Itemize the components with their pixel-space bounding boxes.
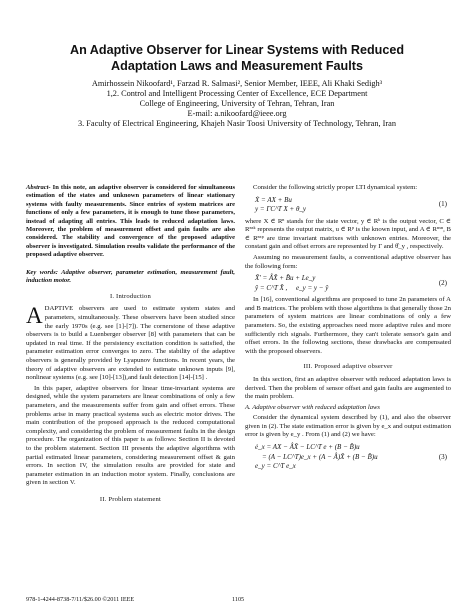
equation-1-number: (1)	[438, 200, 447, 209]
right-paragraph-6: Consider the dynamical system described by (1), and also the observer given in (2). The state estimation error is given by e_x and output estimation error is given by e_y . From (1) and (2) we have:	[245, 414, 451, 439]
paper-title-line-1: An Adaptive Observer for Linear Systems with Reduced	[69, 43, 405, 57]
equation-1-body: Ẋ = AX + Bu y = ΓC^T X + θ_y	[255, 195, 306, 214]
right-paragraph-5: In this section, first an adaptive observer with reduced adaptation laws is derived. Then the problem of sensor offset and gain faults are augmented to the main problem.	[245, 375, 451, 401]
section-heading-proposed-observer: III. Proposed adaptive observer	[303, 363, 393, 371]
left-column	[26, 184, 235, 509]
author-block	[0, 79, 474, 129]
affiliation-3: 3. Faculty of Electrical Engineering, Khajeh Nasir Toosi University of Technology, Tehran, Iran	[78, 119, 396, 128]
affiliation-2: College of Engineering, University of Tehran, Tehran, Iran	[139, 99, 335, 108]
equation-3	[245, 443, 451, 472]
footer-copyright: 978-1-4244-8738-7/11/$26.00 ©2011 IEEE	[26, 596, 135, 603]
paper-title-line-2: Adaptation Laws and Measurement Faults	[111, 59, 363, 73]
section-heading-introduction: I. Introduction	[109, 292, 152, 300]
equation-2	[245, 274, 451, 293]
intro-paragraph-1-text: DAPTIVE observers are used to estimate system states and parameters, simultaneously. These observers have been studied since the early 1970s (e.g. see [1]-[7]). The cornerstone of these adaptive observers is to build a Luenberger observer [8] with parameters that can be updated in real time. If the persistency excitation condition is satisfied, the parameter estimation error converges to zero. The stability of the adaptive observers is generally provided by Lyapunov functions. In recent years, the theory of adaptive observers are extended to estimate unknown inputs [9], nonlinear systems (e.g. see [10]-[13]),and fault detection [14]-[15] .	[26, 305, 235, 382]
drop-cap: A	[26, 303, 43, 329]
author-email: E-mail: a.nikoofard@ieee.org	[187, 109, 287, 118]
intro-paragraph-2: In this paper, adaptive observers for linear time-invariant systems are designed, while the system parameters are linear combinations of only a few parameters, and the measurements suffer from gain and offset errors. These problems arise in many practical systems such as electric motor drives. The main contribution of the proposed approach is the reduced computational complexity, and considering the problem of measurement faults in the design procedure. The organization of this paper is as follows: Section II is devoted to the problem statement. Section III presents the adaptive algorithms with partial estimated linear parameters, considering measurement offset & gain errors. In section IV, the simulation results are provided for state and parameter estimation in an induction motor system. Finally, conclusions are given in section V.	[26, 384, 235, 487]
section-heading-problem-statement: II. Problem statement	[99, 495, 162, 503]
right-paragraph-3: Assuming no measurement faults, a conventional adaptive observer has the following form:	[245, 253, 451, 270]
equation-1	[245, 196, 451, 215]
equation-2-number: (2)	[438, 278, 447, 287]
subsection-heading-a: A. Adaptive observer with reduced adaptation laws	[245, 403, 380, 411]
abstract-label: Abstract-	[26, 184, 51, 191]
abstract	[26, 184, 235, 260]
footer-page-number: 1105	[232, 596, 245, 603]
affiliation-1: 1,2. Control and Intelligent Processing Center of Excellence, ECE Department	[106, 89, 368, 98]
right-paragraph-2: where X ∈ Rⁿ stands for the state vector, y ∈ Rᵏ is the output vector, C ∈ Rⁿˣᵏ represents the output matrix, u ∈ Rᵖ is the known input, and A ∈ Rⁿˣⁿ, B ∈ Rⁿˣᵖ are time invariant matrixes with unknown entries. Moreover, the constant gain and offset errors are represented by Γ and θ̂_y , respectively.	[245, 217, 451, 251]
equation-3-body: ė_x = AX − ÂX̂ − LC^T e + (B − B̂)u = (A − LC^T)e_x + (A − Â)X̂ + (B − B̂)u e_y = C^T e_x	[255, 443, 378, 471]
author-names: Amirhossein Nikoofard¹, Farzad R. Salmasi², Senior Member, IEEE, Ali Khaki Sedigh³	[91, 79, 383, 88]
keywords: Key words: Adaptive observer, parameter estimation, measurement fault, induction motor.	[26, 268, 235, 285]
equation-3-number: (3)	[438, 452, 447, 461]
right-column	[245, 184, 451, 475]
right-paragraph-1: Consider the following strictly proper LTI dynamical system:	[253, 184, 418, 191]
right-paragraph-4: In [16], conventional algorithms are proposed to tune 2n parameters of A and B matrices. The problem with those algorithms is that generally those 2n parameters of system matrices are linear combinations of only a few parameters. So, the existing approaches need more adaptive rules and more sufficiently rich signals. Furthermore, they can't tolerate sensor's gain and offset errors. In the following sections, these drawbacks are compensated with the proposed observers.	[245, 296, 451, 355]
abstract-text: In this note, an adaptive observer is considered for simultaneous estimation of the states and unknown parameters of linear stationary systems with faulty measurements. Since entries of system matrices are functions of only a few parameters, it is enough to tune those parameters, instead of adapting all entries. This leads to reduced adaptation laws. Moreover, the problem of measurement offset and gain faults are also considered. The stability and convergence of the proposed adaptive observer is investigated. Simulation results validate the performance of the proposed adaptive observer.	[26, 184, 235, 259]
intro-paragraph-1	[26, 305, 235, 382]
equation-2-body: X̂' = ÂX̂ + B̂u + Le_y ŷ = C^T X̂ , e_y = y − ŷ	[255, 274, 329, 292]
